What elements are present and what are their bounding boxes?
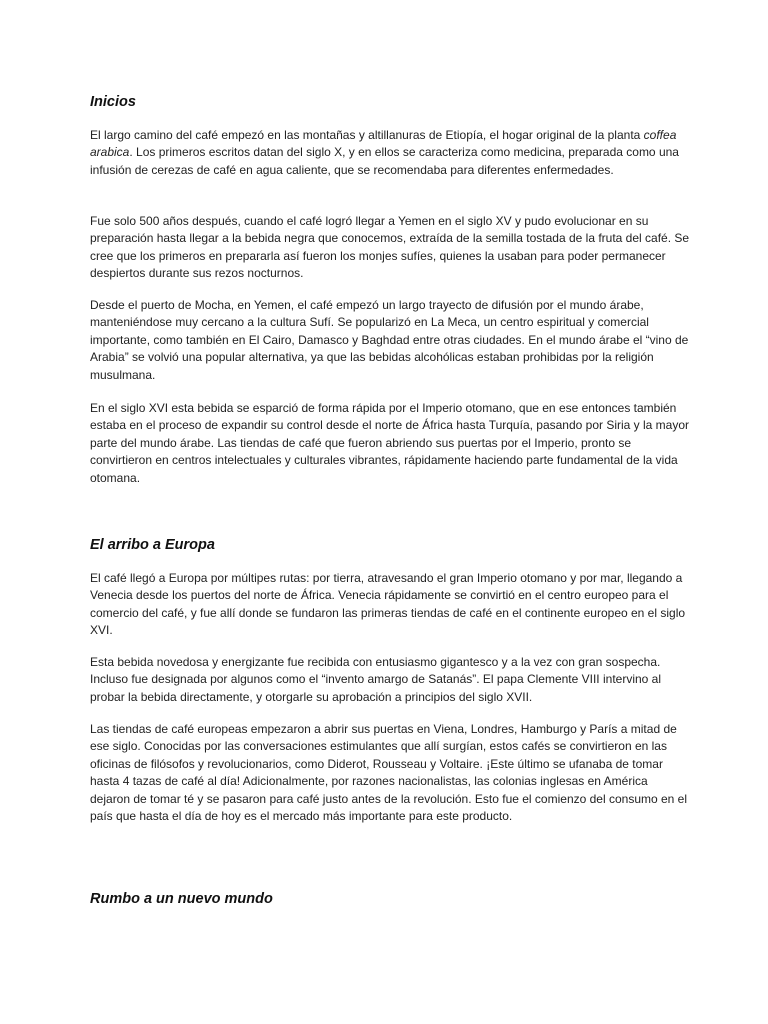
species-name: coffea arabica [90, 128, 677, 160]
paragraph-origins-ethiopia [90, 127, 690, 179]
section-title-inicios: Inicios [90, 94, 136, 110]
paragraph-text: . Los primeros escritos datan del siglo X, y en ellos se caracteriza como medicina, preparada como una infusión de cerezas de café en agua caliente, que se recomendaba para diferentes enfermedades. [90, 145, 679, 177]
paragraph-mocha: Desde el puerto de Mocha, en Yemen, el café empezó un largo trayecto de difusión por el mundo árabe, manteniéndose muy cercano a la cultura Sufí. Se popularizó en La Meca, un centro espiritual y comercial importante, como también en El Cairo, Damasco y Baghdad entre otras ciudades. En el mundo árabe el “vino de Arabia” se volvió una popular alternativa, ya que las bebidas alcohólicas estaban prohibidas por la religión musulmana. [90, 298, 689, 382]
paragraph-venecia: El café llegó a Europa por múltipes rutas: por tierra, atravesando el gran Imperio otomano y por mar, llegando a Venecia desde los puertos del norte de África. Venecia rápidamente se convirtió en el centro europeo para el comercio del café, y fue allí donde se fundaron las primeras tiendas de café en el continente europeo en el siglo XVI. [90, 571, 686, 638]
paragraph-text: El largo camino del café empezó en las montañas y altillanuras de Etiopía, el hogar original de la planta [90, 128, 644, 142]
paragraph-ottoman: En el siglo XVI esta bebida se esparció de forma rápida por el Imperio otomano, que en ese entonces también estaba en el proceso de expandir su control desde el norte de África hasta Turquía, pasando por Siria y la mayor parte del mundo árabe. Las tiendas de café que fueron abriendo sus puertas por el Imperio, pronto se convirtieron en centros intelectuales y culturales vibrantes, rápidamente haciendo parte fundamental de la vida otomana. [90, 401, 690, 485]
section-title-europa: El arribo a Europa [90, 537, 215, 553]
paragraph-coffeehouses: Las tiendas de café europeas empezaron a abrir sus puertas en Viena, Londres, Hamburgo y París a mitad de ese siglo. Conocidas por las conversaciones estimulantes que allí surgían, estos cafés se convirtieron en las oficinas de filósofos y revolucionarios, como Diderot, Rousseau y Voltaire. ¡Este último se ufanaba de tomar hasta 4 tazas de café al día! Adicionalmente, por razones nacionalistas, las colonias inglesas en América dejaron de tomar té y se pasaron para café justo antes de la revolución. Esto fue el comienzo del consumo en el país que hasta el día de hoy es el mercado más importante para este producto. [90, 722, 688, 824]
paragraph-satanas: Esta bebida novedosa y energizante fue recibida con entusiasmo gigantesco y a la vez con gran sospecha. Incluso fue designada por algunos como el “invento amargo de Satanás”. El papa Clemente VIII intervino al probar la bebida directamente, y otorgarle su aprobación a principios del siglo XVII. [90, 655, 662, 704]
paragraph-yemen: Fue solo 500 años después, cuando el café logró llegar a Yemen en el siglo XV y pudo evolucionar en su preparación hasta llegar a la bebida negra que conocemos, extraída de la semilla tostada de la fruta del café. Se cree que los primeros en prepararla así fueron los monjes sufíes, quienes la usaban para poder permanecer despiertos durante sus rezos nocturnos. [90, 214, 690, 281]
section-title-rumbo: Rumbo a un nuevo mundo [90, 891, 273, 907]
